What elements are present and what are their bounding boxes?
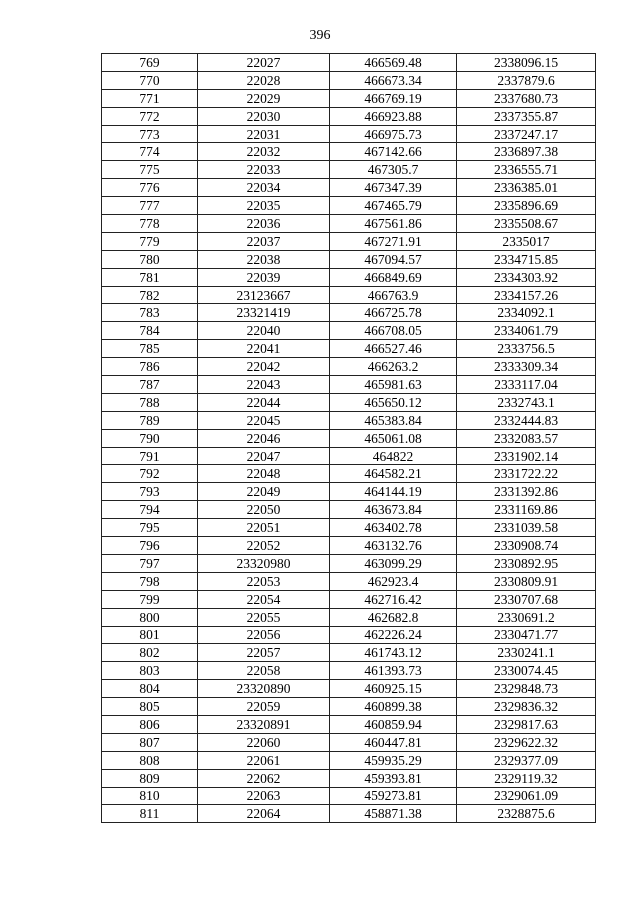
y-coordinate-cell: 2337879.6 [457,71,596,89]
table-row [102,358,596,376]
point-id-cell: 23320890 [198,680,330,698]
table-row [102,376,596,394]
y-coordinate-cell: 2331722.22 [457,465,596,483]
row-index-cell: 779 [102,232,198,250]
x-coordinate-cell: 459393.81 [330,769,457,787]
point-id-cell: 22057 [198,644,330,662]
table-row [102,268,596,286]
x-coordinate-cell: 462923.4 [330,572,457,590]
point-id-cell: 22030 [198,107,330,125]
row-index-cell: 782 [102,286,198,304]
x-coordinate-cell: 462716.42 [330,590,457,608]
row-index-cell: 801 [102,626,198,644]
row-index-cell: 797 [102,554,198,572]
y-coordinate-cell: 2330471.77 [457,626,596,644]
point-id-cell: 22031 [198,125,330,143]
point-id-cell: 22062 [198,769,330,787]
row-index-cell: 791 [102,447,198,465]
y-coordinate-cell: 2333756.5 [457,340,596,358]
x-coordinate-cell: 467347.39 [330,179,457,197]
y-coordinate-cell: 2331902.14 [457,447,596,465]
row-index-cell: 798 [102,572,198,590]
row-index-cell: 793 [102,483,198,501]
row-index-cell: 802 [102,644,198,662]
point-id-cell: 22063 [198,787,330,805]
y-coordinate-cell: 2329377.09 [457,751,596,769]
x-coordinate-cell: 462226.24 [330,626,457,644]
x-coordinate-cell: 460447.81 [330,733,457,751]
table-row [102,250,596,268]
x-coordinate-cell: 466708.05 [330,322,457,340]
table-row [102,590,596,608]
table-row [102,125,596,143]
table-row [102,215,596,233]
point-id-cell: 22044 [198,393,330,411]
x-coordinate-cell: 467271.91 [330,232,457,250]
point-id-cell: 22034 [198,179,330,197]
row-index-cell: 803 [102,662,198,680]
point-id-cell: 22064 [198,805,330,823]
y-coordinate-cell: 2335896.69 [457,197,596,215]
table-row [102,608,596,626]
coordinates-table [101,53,596,823]
table-row [102,805,596,823]
y-coordinate-cell: 2333309.34 [457,358,596,376]
point-id-cell: 23320891 [198,715,330,733]
table-row [102,644,596,662]
row-index-cell: 783 [102,304,198,322]
x-coordinate-cell: 464144.19 [330,483,457,501]
point-id-cell: 23321419 [198,304,330,322]
y-coordinate-cell: 2336897.38 [457,143,596,161]
y-coordinate-cell: 2330707.68 [457,590,596,608]
table-row [102,447,596,465]
y-coordinate-cell: 2333117.04 [457,376,596,394]
row-index-cell: 788 [102,393,198,411]
table-row [102,501,596,519]
table-row [102,769,596,787]
point-id-cell: 22035 [198,197,330,215]
row-index-cell: 808 [102,751,198,769]
row-index-cell: 776 [102,179,198,197]
row-index-cell: 781 [102,268,198,286]
row-index-cell: 786 [102,358,198,376]
table-row [102,483,596,501]
table-row [102,519,596,537]
table-row [102,572,596,590]
y-coordinate-cell: 2337247.17 [457,125,596,143]
y-coordinate-cell: 2332743.1 [457,393,596,411]
table-row [102,232,596,250]
x-coordinate-cell: 466763.9 [330,286,457,304]
point-id-cell: 22056 [198,626,330,644]
y-coordinate-cell: 2328875.6 [457,805,596,823]
row-index-cell: 789 [102,411,198,429]
point-id-cell: 22033 [198,161,330,179]
y-coordinate-cell: 2329622.32 [457,733,596,751]
point-id-cell: 22036 [198,215,330,233]
x-coordinate-cell: 466849.69 [330,268,457,286]
row-index-cell: 769 [102,54,198,72]
y-coordinate-cell: 2335508.67 [457,215,596,233]
point-id-cell: 22027 [198,54,330,72]
x-coordinate-cell: 466263.2 [330,358,457,376]
row-index-cell: 785 [102,340,198,358]
point-id-cell: 23320980 [198,554,330,572]
row-index-cell: 795 [102,519,198,537]
x-coordinate-cell: 463673.84 [330,501,457,519]
page-number: 396 [309,28,331,43]
row-index-cell: 811 [102,805,198,823]
table-row [102,698,596,716]
point-id-cell: 22051 [198,519,330,537]
table-row [102,107,596,125]
y-coordinate-cell: 2330691.2 [457,608,596,626]
point-id-cell: 22050 [198,501,330,519]
point-id-cell: 22061 [198,751,330,769]
table-row [102,71,596,89]
y-coordinate-cell: 2330809.91 [457,572,596,590]
table-row [102,429,596,447]
y-coordinate-cell: 2334303.92 [457,268,596,286]
table-row [102,304,596,322]
row-index-cell: 771 [102,89,198,107]
row-index-cell: 790 [102,429,198,447]
y-coordinate-cell: 2336385.01 [457,179,596,197]
x-coordinate-cell: 465061.08 [330,429,457,447]
table-row [102,179,596,197]
table-row [102,715,596,733]
x-coordinate-cell: 465383.84 [330,411,457,429]
table-row [102,411,596,429]
row-index-cell: 804 [102,680,198,698]
y-coordinate-cell: 2338096.15 [457,54,596,72]
point-id-cell: 22042 [198,358,330,376]
x-coordinate-cell: 461393.73 [330,662,457,680]
x-coordinate-cell: 464822 [330,447,457,465]
point-id-cell: 22046 [198,429,330,447]
x-coordinate-cell: 463132.76 [330,537,457,555]
row-index-cell: 773 [102,125,198,143]
table-row [102,787,596,805]
row-index-cell: 805 [102,698,198,716]
x-coordinate-cell: 465981.63 [330,376,457,394]
point-id-cell: 22040 [198,322,330,340]
x-coordinate-cell: 467305.7 [330,161,457,179]
y-coordinate-cell: 2335017 [457,232,596,250]
table-row [102,286,596,304]
table-row [102,143,596,161]
y-coordinate-cell: 2330241.1 [457,644,596,662]
row-index-cell: 777 [102,197,198,215]
row-index-cell: 810 [102,787,198,805]
point-id-cell: 22048 [198,465,330,483]
table-row [102,751,596,769]
x-coordinate-cell: 460925.15 [330,680,457,698]
x-coordinate-cell: 458871.38 [330,805,457,823]
coordinates-table-body [102,54,596,823]
y-coordinate-cell: 2331039.58 [457,519,596,537]
point-id-cell: 22052 [198,537,330,555]
point-id-cell: 22054 [198,590,330,608]
x-coordinate-cell: 463402.78 [330,519,457,537]
row-index-cell: 778 [102,215,198,233]
table-row [102,340,596,358]
x-coordinate-cell: 467094.57 [330,250,457,268]
y-coordinate-cell: 2334092.1 [457,304,596,322]
row-index-cell: 775 [102,161,198,179]
x-coordinate-cell: 462682.8 [330,608,457,626]
x-coordinate-cell: 466769.19 [330,89,457,107]
point-id-cell: 22047 [198,447,330,465]
point-id-cell: 22045 [198,411,330,429]
y-coordinate-cell: 2330892.95 [457,554,596,572]
table-row [102,537,596,555]
row-index-cell: 796 [102,537,198,555]
table-row [102,554,596,572]
x-coordinate-cell: 466975.73 [330,125,457,143]
y-coordinate-cell: 2331392.86 [457,483,596,501]
table-row [102,626,596,644]
y-coordinate-cell: 2334715.85 [457,250,596,268]
point-id-cell: 22043 [198,376,330,394]
y-coordinate-cell: 2337680.73 [457,89,596,107]
row-index-cell: 774 [102,143,198,161]
row-index-cell: 772 [102,107,198,125]
x-coordinate-cell: 459935.29 [330,751,457,769]
point-id-cell: 22058 [198,662,330,680]
row-index-cell: 784 [102,322,198,340]
point-id-cell: 22049 [198,483,330,501]
table-row [102,54,596,72]
x-coordinate-cell: 466923.88 [330,107,457,125]
x-coordinate-cell: 466725.78 [330,304,457,322]
y-coordinate-cell: 2332444.83 [457,411,596,429]
y-coordinate-cell: 2336555.71 [457,161,596,179]
x-coordinate-cell: 464582.21 [330,465,457,483]
point-id-cell: 22041 [198,340,330,358]
x-coordinate-cell: 466673.34 [330,71,457,89]
row-index-cell: 780 [102,250,198,268]
point-id-cell: 22060 [198,733,330,751]
x-coordinate-cell: 467142.66 [330,143,457,161]
point-id-cell: 22039 [198,268,330,286]
x-coordinate-cell: 466527.46 [330,340,457,358]
table-row [102,197,596,215]
y-coordinate-cell: 2329061.09 [457,787,596,805]
point-id-cell: 22028 [198,71,330,89]
row-index-cell: 807 [102,733,198,751]
point-id-cell: 22029 [198,89,330,107]
table-row [102,662,596,680]
x-coordinate-cell: 466569.48 [330,54,457,72]
y-coordinate-cell: 2334157.26 [457,286,596,304]
row-index-cell: 787 [102,376,198,394]
row-index-cell: 792 [102,465,198,483]
row-index-cell: 770 [102,71,198,89]
x-coordinate-cell: 460899.38 [330,698,457,716]
row-index-cell: 809 [102,769,198,787]
y-coordinate-cell: 2337355.87 [457,107,596,125]
x-coordinate-cell: 463099.29 [330,554,457,572]
y-coordinate-cell: 2329848.73 [457,680,596,698]
y-coordinate-cell: 2329817.63 [457,715,596,733]
table-row [102,680,596,698]
table-row [102,89,596,107]
table-row [102,322,596,340]
y-coordinate-cell: 2332083.57 [457,429,596,447]
row-index-cell: 799 [102,590,198,608]
point-id-cell: 22055 [198,608,330,626]
x-coordinate-cell: 465650.12 [330,393,457,411]
x-coordinate-cell: 461743.12 [330,644,457,662]
point-id-cell: 22032 [198,143,330,161]
y-coordinate-cell: 2329836.32 [457,698,596,716]
x-coordinate-cell: 467561.86 [330,215,457,233]
y-coordinate-cell: 2331169.86 [457,501,596,519]
x-coordinate-cell: 460859.94 [330,715,457,733]
point-id-cell: 22037 [198,232,330,250]
point-id-cell: 23123667 [198,286,330,304]
row-index-cell: 806 [102,715,198,733]
point-id-cell: 22059 [198,698,330,716]
y-coordinate-cell: 2330908.74 [457,537,596,555]
table-row [102,733,596,751]
y-coordinate-cell: 2330074.45 [457,662,596,680]
x-coordinate-cell: 467465.79 [330,197,457,215]
y-coordinate-cell: 2334061.79 [457,322,596,340]
x-coordinate-cell: 459273.81 [330,787,457,805]
table-row [102,393,596,411]
point-id-cell: 22038 [198,250,330,268]
row-index-cell: 800 [102,608,198,626]
point-id-cell: 22053 [198,572,330,590]
y-coordinate-cell: 2329119.32 [457,769,596,787]
table-row [102,161,596,179]
table-row [102,465,596,483]
row-index-cell: 794 [102,501,198,519]
